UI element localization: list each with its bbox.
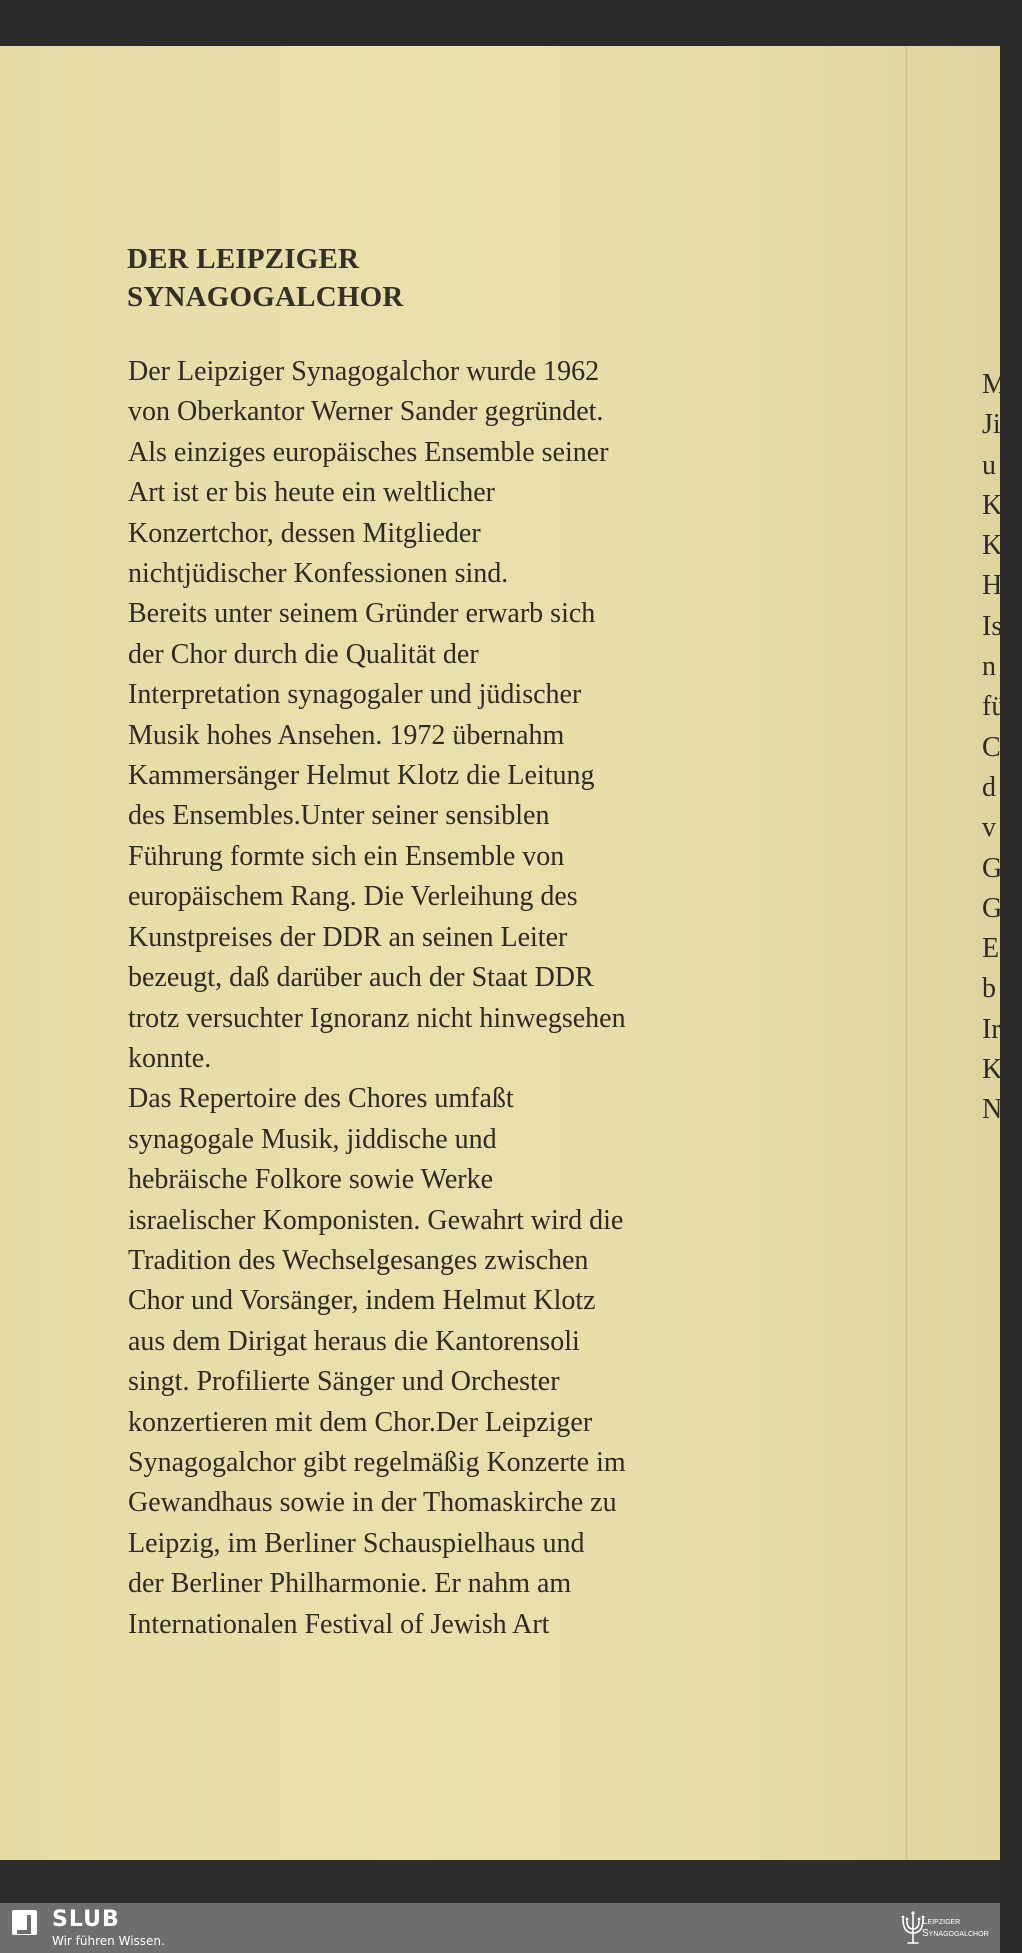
body-line: israelischer Komponisten. Gewahrt wird die [128, 1204, 624, 1236]
next-column-line: K [982, 1054, 1003, 1086]
body-line: Kammersänger Helmut Klotz die Leitung [128, 760, 595, 792]
page-fold [905, 46, 908, 1860]
body-line: der Chor durch die Qualität der [128, 638, 479, 670]
body-line: konnte. [128, 1042, 212, 1074]
body-line: Chor und Vorsänger, indem Helmut Klotz [128, 1285, 596, 1317]
next-column-line: G [982, 852, 1003, 884]
next-column-fragment [982, 365, 1022, 1131]
choir-name-line: Leipziger [922, 1916, 961, 1927]
next-column-line: d [982, 771, 996, 803]
body-line: Bereits unter seinem Gründer erwarb sich [128, 598, 596, 630]
body-line: singt. Profilierte Sänger und Orchester [128, 1366, 560, 1398]
body-line: Der Leipziger Synagogalchor wurde 1962 [128, 356, 600, 387]
body-line: Synagogalchor gibt regelmäßig Konzerte im [128, 1446, 626, 1478]
slub-tagline: Wir führen Wissen. [52, 1934, 165, 1948]
body-line: synagogale Musik, jiddische und [128, 1123, 497, 1155]
body-line: Interpretation synagogaler und jüdischer [128, 679, 582, 711]
next-column-line: u [982, 449, 996, 481]
next-column-line: G [982, 892, 1003, 924]
body-line: Als einziges europäisches Ensemble seiner [128, 436, 609, 468]
slub-logo-icon [12, 1910, 37, 1935]
body-line: konzertieren mit dem Chor.Der Leipziger [128, 1406, 593, 1438]
body-line: von Oberkantor Werner Sander gegründet. [128, 396, 604, 428]
body-line: Konzertchor, dessen Mitglieder [128, 517, 481, 549]
next-column-line: H [982, 570, 1003, 602]
choir-name-line: Synagogalchor [922, 1928, 989, 1939]
body-line: trotz versuchter Ignoranz nicht hinwegsehen [128, 1002, 626, 1034]
body-line: Das Repertoire des Chores umfaßt [128, 1083, 514, 1115]
scan-top-border [0, 0, 1000, 46]
next-column-line: N [982, 1094, 1003, 1126]
body-line: Musik hohes Ansehen. 1972 übernahm [128, 719, 565, 751]
scan-bottom-border [0, 1860, 1000, 1903]
next-column-line: fü [982, 691, 1006, 723]
next-column-line: Is [982, 610, 1003, 642]
next-column-line: C [982, 731, 1001, 763]
body-line: hebräische Folkore sowie Werke [128, 1164, 493, 1196]
body-line: der Berliner Philharmonie. Er nahm am [128, 1568, 572, 1600]
body-line: europäischem Rang. Die Verleihung des [128, 881, 578, 913]
next-column-line: M [982, 369, 1007, 400]
body-line: Internationalen Festival of Jewish Art [128, 1608, 550, 1640]
title-line: SYNAGOGALCHOR [127, 281, 404, 313]
title-line: DER LEIPZIGER [127, 243, 360, 275]
body-line: des Ensembles.Unter seiner sensiblen [128, 800, 550, 832]
body-line: Art ist er bis heute ein weltlicher [128, 477, 495, 509]
body-line: Gewandhaus sowie in der Thomaskirche zu [128, 1487, 617, 1519]
body-line: bezeugt, daß darüber auch der Staat DDR [128, 962, 594, 994]
next-column-line: Ir [982, 1013, 1001, 1045]
slub-name: SLUB [52, 1907, 120, 1932]
next-column-line: E [982, 933, 1000, 965]
body-line: aus dem Dirigat heraus die Kantorensoli [128, 1325, 580, 1357]
next-column-line: K [982, 530, 1003, 562]
body-text [128, 352, 768, 1645]
body-line: nichtjüdischer Konfessionen sind. [128, 558, 509, 590]
choir-logo-text [922, 1916, 989, 1940]
next-column-line: b [982, 973, 996, 1005]
viewer-footer [0, 1903, 1000, 1953]
page-title [127, 240, 404, 316]
next-column-line: Ji [982, 409, 1001, 441]
next-column-line: n [982, 651, 996, 683]
next-column-line: v [982, 812, 996, 844]
body-line: Kunstpreises der DDR an seinen Leiter [128, 921, 568, 953]
body-line: Leipzig, im Berliner Schauspielhaus und [128, 1527, 585, 1559]
body-line: Führung formte sich ein Ensemble von [128, 840, 565, 872]
body-line: Tradition des Wechselgesanges zwischen [128, 1244, 589, 1276]
next-column-line: K [982, 489, 1003, 521]
